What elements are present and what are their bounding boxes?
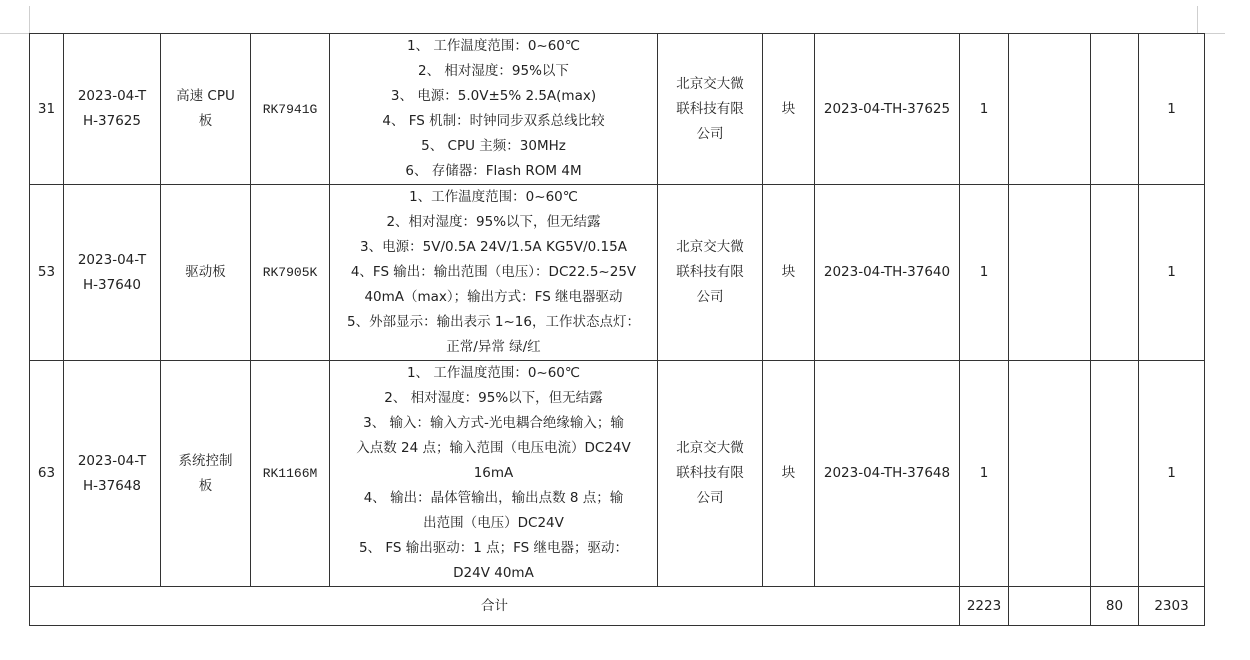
- unit: 块: [763, 34, 815, 185]
- manufacturer-line: 公司: [696, 289, 724, 305]
- spec-line: 4、 输出：晶体管输出，输出点数 8 点；输: [363, 490, 624, 506]
- manufacturer: [658, 185, 763, 361]
- item-spec: [330, 361, 658, 587]
- crop-guide-top: [0, 33, 29, 34]
- manufacturer: [658, 34, 763, 185]
- spec-line: 3、 输入：输入方式-光电耦合绝缘输入；输: [363, 415, 624, 431]
- serial-number: 2023-04-TH-37625: [815, 34, 960, 185]
- quantity: 1: [960, 185, 1009, 361]
- spec-line: 2、 相对湿度：95%以下，但无结露: [384, 390, 603, 406]
- quantity: 1: [960, 34, 1009, 185]
- spec-line: 40mA（max）；输出方式：FS 继电器驱动: [364, 289, 623, 305]
- manufacturer-line: 公司: [696, 125, 724, 142]
- item-code: [64, 361, 161, 587]
- row-total: 1: [1139, 361, 1205, 587]
- item-name-line: 驱动板: [185, 264, 226, 280]
- column-b: [1091, 361, 1139, 587]
- table-row: [30, 185, 1205, 361]
- spec-line: 2、相对湿度：95%以下，但无结露: [386, 214, 601, 230]
- spec-line: 4、 FS 机制：时钟同步双系总线比较: [382, 113, 605, 129]
- manufacturer-line: 北京交大微: [676, 440, 744, 456]
- item-code-line: H-37648: [83, 477, 141, 494]
- item-name: [161, 34, 251, 185]
- manufacturer-line: 联科技有限: [676, 100, 744, 117]
- column-a: [1009, 34, 1091, 185]
- column-a: [1009, 361, 1091, 587]
- row-number: 31: [30, 34, 64, 185]
- item-model: RK7941G: [251, 34, 330, 185]
- item-code: [64, 34, 161, 185]
- table-row: [30, 361, 1205, 587]
- spec-line: 16mA: [473, 465, 514, 481]
- item-spec: [330, 34, 658, 185]
- item-code-line: 2023-04-T: [77, 452, 147, 469]
- item-name-line: 板: [198, 477, 213, 494]
- spec-line: 入点数 24 点；输入范围（电压电流）DC24V: [356, 440, 631, 456]
- crop-guide-right: [1197, 6, 1198, 33]
- table-row: [30, 34, 1205, 185]
- row-total: 1: [1139, 34, 1205, 185]
- item-name-line: 板: [198, 113, 213, 129]
- unit: 块: [763, 185, 815, 361]
- spec-line: 1、 工作温度范围：0~60℃: [406, 38, 581, 54]
- summary-row: [30, 587, 1205, 626]
- serial-number: 2023-04-TH-37648: [815, 361, 960, 587]
- row-number: 63: [30, 361, 64, 587]
- spec-line: 2、 相对湿度：95%以下: [418, 63, 569, 79]
- unit: 块: [763, 361, 815, 587]
- column-a: [1009, 185, 1091, 361]
- summary-column-b: 80: [1091, 587, 1139, 626]
- spec-line: 5、 FS 输出驱动：1 点；FS 继电器；驱动：: [358, 540, 629, 556]
- quantity: 1: [960, 361, 1009, 587]
- crop-guide-top-right: [1205, 33, 1225, 34]
- item-name-line: 系统控制: [178, 452, 233, 469]
- crop-guide-left: [29, 6, 30, 33]
- summary-column-a: [1009, 587, 1091, 626]
- manufacturer-line: 公司: [696, 490, 724, 506]
- manufacturer-line: 北京交大微: [676, 239, 744, 255]
- manufacturer-line: 联科技有限: [676, 465, 744, 481]
- manufacturer: [658, 361, 763, 587]
- summary-label: 合计: [30, 587, 960, 626]
- equipment-table: [29, 33, 1205, 626]
- spec-line: 3、 电源：5.0V±5% 2.5A(max): [390, 88, 597, 104]
- column-b: [1091, 34, 1139, 185]
- serial-number: 2023-04-TH-37640: [815, 185, 960, 361]
- item-model: RK7905K: [251, 185, 330, 361]
- manufacturer-line: 北京交大微: [676, 75, 744, 92]
- item-code-line: 2023-04-T: [77, 88, 147, 104]
- item-spec: [330, 185, 658, 361]
- spec-line: 5、 CPU 主频：30MHz: [421, 138, 566, 154]
- column-b: [1091, 185, 1139, 361]
- spec-line: 3、电源：5V/0.5A 24V/1.5A KG5V/0.15A: [360, 239, 627, 255]
- manufacturer-line: 联科技有限: [676, 264, 744, 280]
- spec-line: 1、工作温度范围：0~60℃: [409, 189, 578, 205]
- row-number: 53: [30, 185, 64, 361]
- item-name: [161, 185, 251, 361]
- spec-line: 5、外部显示：输出表示 1~16，工作状态点灯：: [347, 314, 640, 330]
- item-code-line: H-37640: [83, 276, 141, 293]
- spec-line: 出范围（电压）DC24V: [423, 515, 564, 531]
- spec-line: 1、 工作温度范围：0~60℃: [406, 365, 581, 381]
- spec-line: D24V 40mA: [453, 565, 534, 581]
- summary-grand-total: 2303: [1139, 587, 1205, 626]
- summary-quantity: 2223: [960, 587, 1009, 626]
- item-name-line: 高速 CPU: [176, 88, 235, 104]
- row-total: 1: [1139, 185, 1205, 361]
- item-name: [161, 361, 251, 587]
- item-code: [64, 185, 161, 361]
- spec-line: 正常/异常 绿/红: [446, 339, 541, 355]
- item-model: RK1166M: [251, 361, 330, 587]
- spec-line: 4、FS 输出：输出范围（电压）：DC22.5~25V: [350, 264, 637, 280]
- item-code-line: H-37625: [83, 113, 141, 129]
- item-code-line: 2023-04-T: [77, 251, 147, 268]
- spec-line: 6、 存储器：Flash ROM 4M: [405, 163, 582, 179]
